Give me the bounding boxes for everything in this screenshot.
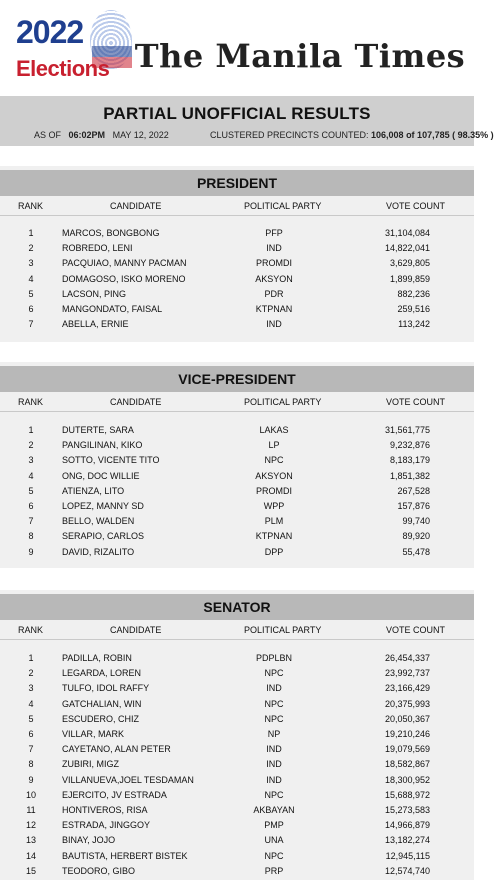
- party-cell: PROMDI: [256, 485, 292, 496]
- votes-cell: 14,822,041: [384, 243, 430, 254]
- masthead: [0, 0, 474, 96]
- votes-cell: 19,079,569: [384, 744, 430, 755]
- party-cell: PLM: [264, 516, 284, 527]
- table-row: [0, 803, 474, 818]
- votes-cell: 19,210,246: [384, 729, 430, 739]
- party-cell: NPC: [264, 698, 284, 709]
- candidate-cell: MARCOS, BONGBONG: [62, 228, 160, 238]
- as-of-time: 06:02PM: [68, 130, 106, 140]
- rank-cell: 3: [28, 455, 34, 466]
- votes-cell: 20,375,993: [384, 698, 430, 709]
- candidate-cell: CAYETANO, ALAN PETER: [62, 744, 171, 755]
- col-candidate: CANDIDATE: [110, 201, 162, 211]
- rank-cell: 4: [28, 470, 34, 481]
- candidate-cell: PANGILINAN, KIKO: [62, 440, 143, 451]
- table-row: [0, 651, 474, 666]
- rank-cell: 4: [28, 273, 34, 284]
- votes-cell: 31,104,084: [384, 228, 430, 238]
- candidate-cell: ESTRADA, JINGGOY: [62, 820, 151, 831]
- table-row: [0, 849, 474, 864]
- votes-cell: 12,574,740: [384, 865, 430, 876]
- candidate-cell: ABELLA, ERNIE: [62, 319, 129, 330]
- candidate-cell: BAUTISTA, HERBERT BISTEK: [62, 850, 188, 861]
- col-candidate: CANDIDATE: [110, 397, 162, 407]
- table-row: [0, 712, 474, 727]
- candidate-cell: ESCUDERO, CHIZ: [62, 713, 140, 724]
- party-cell: PDPLBN: [255, 653, 292, 663]
- candidate-cell: TULFO, IDOL RAFFY: [62, 683, 150, 694]
- party-cell: IND: [266, 319, 282, 330]
- table-row: [0, 757, 474, 772]
- votes-cell: 23,992,737: [384, 668, 430, 679]
- party-cell: PROMDI: [256, 258, 292, 269]
- party-cell: IND: [266, 774, 282, 785]
- votes-cell: 18,300,952: [384, 774, 430, 785]
- table-row: [0, 742, 474, 757]
- col-votes: VOTE COUNT: [386, 625, 446, 635]
- candidate-cell: PADILLA, ROBIN: [62, 653, 132, 663]
- rank-cell: 9: [28, 774, 34, 785]
- party-cell: AKSYON: [255, 470, 293, 481]
- table-row: [0, 226, 474, 241]
- party-cell: NPC: [264, 789, 284, 800]
- table-row: [0, 484, 474, 499]
- candidate-cell: DOMAGOSO, ISKO MORENO: [62, 273, 186, 284]
- table-row: [0, 438, 474, 453]
- votes-cell: 157,876: [397, 501, 430, 511]
- party-cell: KTPNAN: [255, 531, 293, 542]
- party-cell: PRP: [264, 865, 284, 876]
- candidate-cell: DAVID, RIZALITO: [62, 546, 135, 557]
- col-rank: RANK: [18, 201, 44, 211]
- rank-cell: 7: [28, 319, 34, 330]
- candidate-cell: HONTIVEROS, RISA: [62, 805, 148, 815]
- rank-cell: 4: [28, 698, 34, 709]
- as-of-year: , 2022: [143, 130, 169, 140]
- table-row: [0, 272, 474, 287]
- votes-cell: 18,582,867: [384, 759, 430, 770]
- as-of-label: AS OF: [34, 130, 62, 140]
- party-cell: NPC: [264, 850, 284, 861]
- results-title: PARTIAL UNOFFICIAL RESULTS: [103, 104, 371, 123]
- candidate-cell: BELLO, WALDEN: [62, 516, 135, 527]
- table-row: [0, 469, 474, 484]
- rank-cell: 7: [28, 744, 34, 755]
- column-header-senator: [0, 620, 474, 640]
- rank-cell: 10: [25, 789, 36, 800]
- section-title-vice-president: VICE-PRESIDENT: [0, 366, 474, 392]
- votes-cell: 15,688,972: [384, 789, 430, 800]
- votes-cell: 267,528: [397, 485, 430, 496]
- votes-cell: 89,920: [402, 531, 430, 542]
- votes-cell: 13,182,274: [384, 835, 430, 846]
- logo-word: Elections: [16, 56, 110, 81]
- party-cell: WPP: [263, 501, 285, 511]
- rank-cell: 3: [28, 683, 34, 694]
- clustered-label: CLUSTERED PRECINCTS COUNTED:: [210, 130, 369, 140]
- rank-cell: 12: [25, 820, 36, 831]
- candidate-cell: VILLANUEVA,JOEL TESDAMAN: [62, 774, 194, 785]
- table-row: [0, 833, 474, 848]
- party-cell: KTPNAN: [255, 304, 293, 314]
- candidate-cell: PACQUIAO, MANNY PACMAN: [62, 258, 187, 269]
- table-row: [0, 256, 474, 271]
- candidate-cell: LEGARDA, LOREN: [62, 668, 142, 679]
- candidate-cell: SERAPIO, CARLOS: [62, 531, 145, 542]
- votes-cell: 3,629,805: [389, 258, 430, 269]
- votes-cell: 113,242: [398, 319, 430, 330]
- table-row: [0, 499, 474, 514]
- table-row: [0, 287, 474, 302]
- rank-cell: 14: [25, 850, 36, 861]
- rank-cell: 2: [28, 243, 34, 254]
- candidate-cell: VILLAR, MARK: [62, 729, 125, 739]
- candidate-cell: BINAY, JOJO: [62, 835, 116, 846]
- rank-cell: 1: [28, 653, 34, 663]
- candidate-cell: ATIENZA, LITO: [62, 485, 125, 496]
- rank-cell: 1: [28, 425, 34, 435]
- rank-cell: 5: [28, 485, 34, 496]
- table-row: [0, 317, 474, 332]
- table-row: [0, 681, 474, 696]
- rank-cell: 5: [28, 713, 34, 724]
- table-row: [0, 302, 474, 317]
- table-row: [0, 514, 474, 529]
- candidate-cell: MANGONDATO, FAISAL: [62, 304, 163, 314]
- table-row: [0, 788, 474, 803]
- logo-year: 2022: [16, 14, 84, 50]
- party-cell: LAKAS: [259, 425, 289, 435]
- votes-cell: 26,454,337: [384, 653, 430, 663]
- votes-cell: 882,236: [397, 288, 430, 299]
- party-cell: NPC: [264, 455, 284, 466]
- votes-cell: 23,166,429: [384, 683, 430, 694]
- col-party: POLITICAL PARTY: [244, 201, 322, 211]
- rank-cell: 5: [28, 288, 34, 299]
- votes-cell: 14,966,879: [384, 820, 430, 831]
- party-cell: PFP: [265, 228, 283, 238]
- section-title-senator: SENATOR: [0, 594, 474, 620]
- candidate-cell: SOTTO, VICENTE TITO: [62, 455, 160, 466]
- votes-cell: 15,273,583: [384, 805, 430, 815]
- table-row: [0, 697, 474, 712]
- table-row: [0, 545, 474, 560]
- elections-logo: [8, 6, 128, 92]
- party-cell: NP: [267, 729, 281, 739]
- col-party: POLITICAL PARTY: [244, 397, 322, 407]
- party-cell: LP: [268, 440, 280, 451]
- table-row: [0, 529, 474, 544]
- newspaper-name: The Manila Times: [134, 37, 466, 75]
- clustered-value: 106,008 of 107,785 ( 98.35% ): [371, 130, 494, 140]
- party-cell: NPC: [264, 713, 284, 724]
- party-cell: IND: [266, 759, 282, 770]
- table-row: [0, 864, 474, 879]
- votes-cell: 99,740: [402, 516, 430, 527]
- col-rank: RANK: [18, 397, 44, 407]
- table-row: [0, 727, 474, 742]
- votes-cell: 55,478: [402, 546, 430, 557]
- column-header-president: [0, 196, 474, 216]
- party-cell: DPP: [264, 546, 284, 557]
- table-row: [0, 773, 474, 788]
- table-row: [0, 666, 474, 681]
- party-cell: PMP: [264, 820, 284, 831]
- votes-cell: 1,851,382: [389, 470, 430, 481]
- party-cell: AKSYON: [255, 273, 293, 284]
- col-votes: VOTE COUNT: [386, 397, 446, 407]
- table-row: [0, 453, 474, 468]
- candidate-cell: TEODORO, GIBO: [62, 865, 136, 876]
- table-row: [0, 423, 474, 438]
- rank-cell: 2: [28, 440, 34, 451]
- rank-cell: 2: [28, 668, 34, 679]
- party-cell: UNA: [264, 835, 284, 846]
- votes-cell: 31,561,775: [384, 425, 430, 435]
- rank-cell: 6: [28, 304, 34, 314]
- party-cell: IND: [266, 744, 282, 755]
- candidate-cell: ROBREDO, LENI: [62, 243, 133, 254]
- rank-cell: 8: [28, 531, 34, 542]
- rank-cell: 15: [25, 865, 36, 876]
- candidate-cell: ZUBIRI, MIGZ: [62, 759, 119, 770]
- rank-cell: 6: [28, 729, 34, 739]
- rank-cell: 1: [28, 228, 34, 238]
- rank-cell: 6: [28, 501, 34, 511]
- col-rank: RANK: [18, 625, 44, 635]
- votes-cell: 20,050,367: [384, 713, 430, 724]
- votes-cell: 8,183,179: [389, 455, 430, 466]
- rank-cell: 3: [28, 258, 34, 269]
- rank-cell: 11: [26, 805, 36, 815]
- candidate-cell: DUTERTE, SARA: [62, 425, 134, 435]
- as-of-date: MAY 12: [112, 130, 144, 140]
- candidate-cell: LOPEZ, MANNY SD: [62, 501, 144, 511]
- rank-cell: 13: [25, 835, 36, 846]
- table-row: [0, 241, 474, 256]
- candidate-cell: LACSON, PING: [62, 288, 127, 299]
- party-cell: IND: [266, 683, 282, 694]
- col-votes: VOTE COUNT: [386, 201, 446, 211]
- votes-cell: 12,945,115: [385, 850, 430, 861]
- party-cell: NPC: [264, 668, 284, 679]
- section-title-president: PRESIDENT: [0, 170, 474, 196]
- votes-cell: 259,516: [397, 304, 430, 314]
- rank-cell: 7: [28, 516, 34, 527]
- candidate-cell: ONG, DOC WILLIE: [62, 470, 140, 481]
- rank-cell: 8: [28, 759, 34, 770]
- as-of-line: [34, 130, 169, 140]
- party-cell: PDR: [264, 288, 284, 299]
- candidate-cell: EJERCITO, JV ESTRADA: [62, 789, 167, 800]
- candidate-cell: GATCHALIAN, WIN: [62, 698, 142, 709]
- rank-cell: 9: [28, 546, 34, 557]
- votes-cell: 1,899,859: [389, 273, 430, 284]
- party-cell: AKBAYAN: [253, 805, 295, 815]
- col-party: POLITICAL PARTY: [244, 625, 322, 635]
- party-cell: IND: [266, 243, 282, 254]
- votes-cell: 9,232,876: [389, 440, 430, 451]
- col-candidate: CANDIDATE: [110, 625, 162, 635]
- table-row: [0, 818, 474, 833]
- clustered-precincts: [210, 130, 494, 140]
- column-header-vice-president: [0, 392, 474, 412]
